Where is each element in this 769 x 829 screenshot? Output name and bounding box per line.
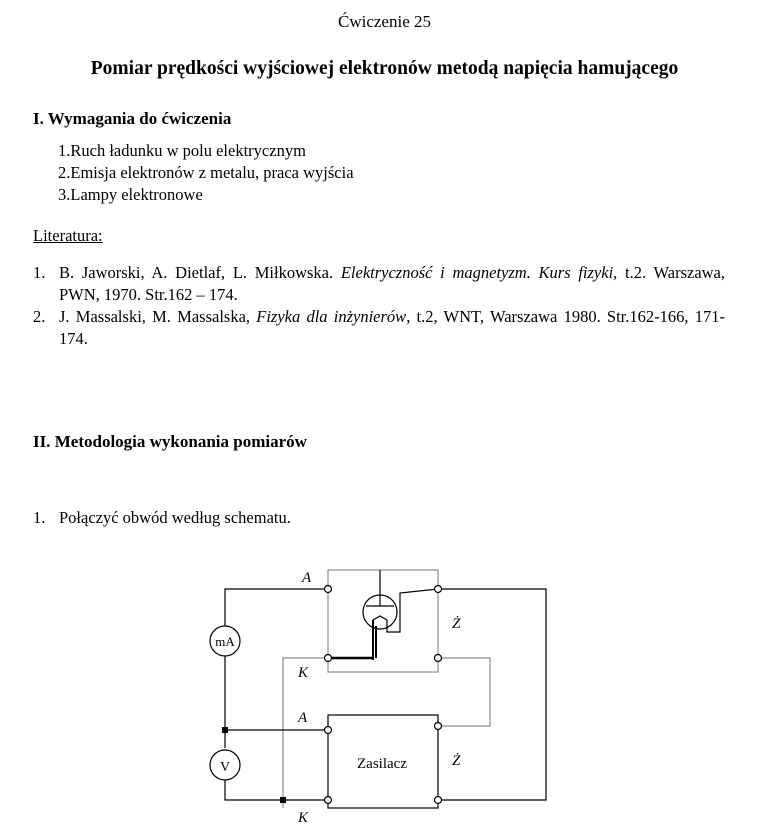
section-heading-requirements: I. Wymagania do ćwiczenia	[33, 109, 232, 128]
ammeter-label: mA	[215, 634, 235, 649]
requirement-number: 3.	[58, 185, 71, 204]
label-heater-top: Ż	[452, 616, 461, 632]
voltmeter-wire	[225, 780, 328, 800]
requirement-text: Ruch ładunku w polu elektrycznym	[70, 141, 306, 160]
vacuum-tube-icon	[328, 570, 438, 660]
label-anode-top: A	[302, 570, 312, 586]
reference-text	[59, 262, 725, 306]
reference-number: 2.	[33, 307, 46, 326]
heater-wire	[438, 658, 490, 726]
reference-details: , t.2. Warszawa, PWN, 1970. Str.162 – 174.	[59, 263, 726, 304]
reference-authors: B. Jaworski, A. Dietlaf, L. Miłkowska.	[59, 263, 341, 282]
junction-dot	[222, 727, 228, 733]
label-anode-bottom: A	[298, 710, 308, 726]
reference-number: 1.	[33, 263, 46, 282]
literature-heading: Literatura:	[33, 226, 103, 245]
step-text: Połączyć obwód według schematu.	[59, 508, 291, 527]
document-title: Pomiar prędkości wyjściowej elektronów metodą napięcia hamującego	[90, 58, 679, 79]
requirement-number: 2.	[58, 163, 71, 182]
junction-dot	[280, 797, 286, 803]
requirement-item	[58, 184, 203, 206]
exercise-number: Ćwiczenie 25	[338, 12, 431, 31]
requirement-item	[58, 140, 306, 162]
label-cathode-top: K	[298, 665, 309, 681]
requirement-item	[58, 162, 354, 184]
reference-text	[59, 306, 725, 350]
requirement-text: Lampy elektronowe	[70, 185, 203, 204]
step-item	[33, 508, 291, 528]
circuit-diagram	[0, 560, 769, 829]
requirement-number: 1.	[58, 141, 71, 160]
reference-title: Elektryczność i magnetyzm. Kurs fizyki	[340, 263, 614, 282]
power-supply-label: Zasilacz	[357, 756, 407, 772]
step-number: 1.	[33, 508, 46, 527]
reference-title: Fizyka dla inżynierów	[256, 307, 407, 326]
requirement-text: Emisja elektronów z metalu, praca wyjścia	[70, 163, 354, 182]
reference-item	[33, 262, 725, 306]
reference-authors: J. Massalski, M. Massalska,	[59, 307, 257, 326]
anode-wire	[225, 589, 328, 626]
reference-item	[33, 306, 725, 350]
voltmeter-label: V	[219, 760, 231, 775]
label-cathode-bottom: K	[298, 810, 309, 826]
label-heater-bottom: Ż	[452, 753, 461, 769]
section-heading-methodology: II. Metodologia wykonania pomiarów	[33, 432, 307, 451]
reference-details: , t.2, WNT, Warszawa 1980. Str.162-166, 171-174.	[59, 307, 725, 348]
